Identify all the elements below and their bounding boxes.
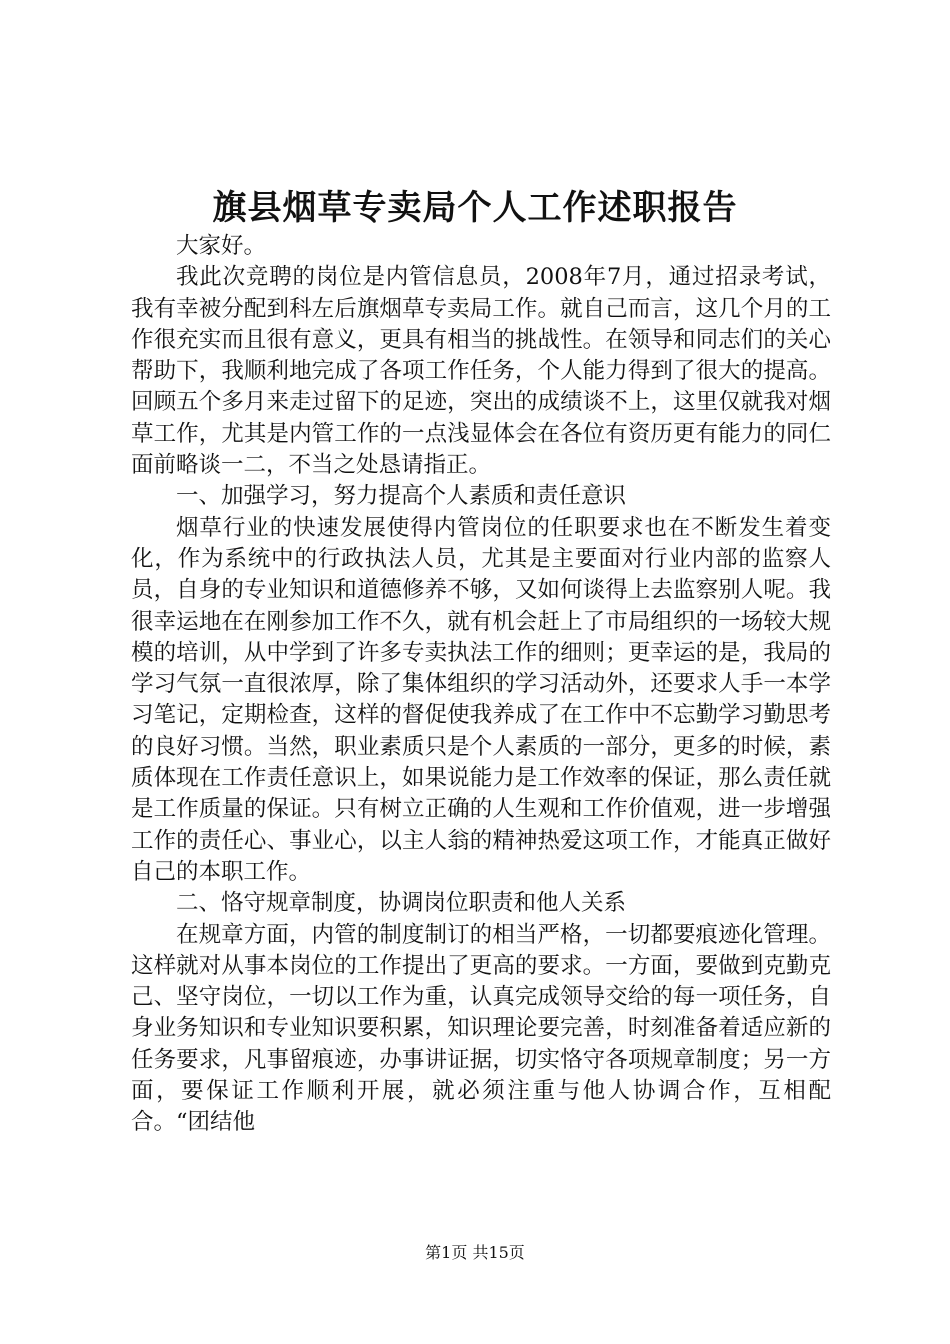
paragraph-intro: 我此次竞聘的岗位是内管信息员，2008年7月，通过招录考试，我有幸被分配到科左后旗烟草专卖局工作。就自己而言，这几个月的工作很充实而且很有意义，更具有相当的挑战性。在领导和同志们的关心帮助下，我顺利地完成了各项工作任务，个人能力得到了很大的提高。回顾五个多月来走过留下的足迹，突出的成绩谈不上，这里仅就我对烟草工作，尤其是内管工作的一点浅显体会在各位有资历更有能力的同仁面前略谈一二，不当之处恳请指正。 (131, 264, 831, 479)
paragraph-section-1: 烟草行业的快速发展使得内管岗位的任职要求也在不断发生着变化，作为系统中的行政执法人员，尤其是主要面对行业内部的监察人员，自身的专业知识和道德修养不够，又如何谈得上去监察别人呢。我很幸运地在在刚参加工作不久，就有机会赶上了市局组织的一场较大规模的培训，从中学到了许多专卖执法工作的细则；更幸运的是，我局的学习气氛一直很浓厚，除了集体组织的学习活动外，还要求人手一本学习笔记，定期检查，这样的督促使我养成了在工作中不忘勤学习勤思考的良好习惯。当然，职业素质只是个人素质的一部分，更多的时候，素质体现在工作责任意识上，如果说能力是工作效率的保证，那么责任就是工作质量的保证。只有树立正确的人生观和工作价值观，进一步增强工作的责任心、事业心，以主人翁的精神热爱这项工作，才能真正做好自己的本职工作。 (131, 514, 831, 885)
paragraph-greeting: 大家好。 (176, 233, 267, 259)
page-footer: 第1页 共15页 (425, 1243, 525, 1262)
section-heading-1: 一、加强学习，努力提高个人素质和责任意识 (176, 483, 627, 510)
document-title: 旗县烟草专卖局个人工作述职报告 (212, 188, 738, 228)
paragraph-section-2: 在规章方面，内管的制度制订的相当严格，一切都要痕迹化管理。这样就对从事本岗位的工作提出了更高的要求。一方面，要做到克勤克己、坚守岗位，一切以工作为重，认真完成领导交给的每一项任务，自身业务知识和专业知识要积累，知识理论要完善，时刻准备着适应新的任务要求，凡事留痕迹，办事讲证据，切实恪守各项规章制度；另一方面，要保证工作顺利开展，就必须注重与他人协调合作，互相配合。“团结他 (131, 921, 831, 1136)
section-heading-2: 二、恪守规章制度，协调岗位职责和他人关系 (176, 890, 627, 917)
document-body (131, 231, 831, 1139)
